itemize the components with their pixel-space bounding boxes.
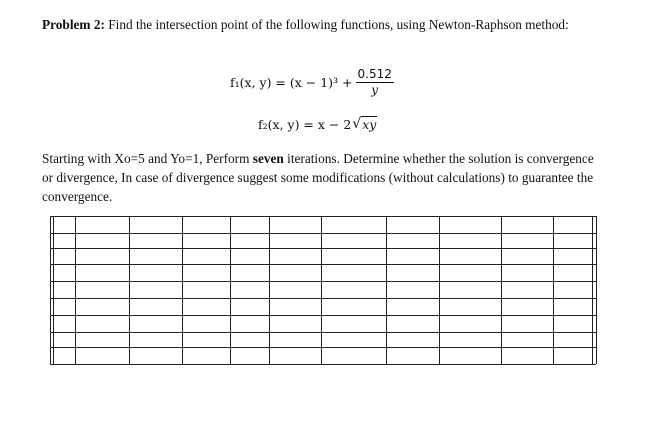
instructions-part2: iterations. Determine whether the solution is convergence or divergence, In case of divergence suggest some modifications (without calculations) to guarantee the convergence. — [42, 151, 594, 204]
radical-sign: √ — [352, 116, 362, 132]
fraction-numerator: 0.512 — [357, 67, 392, 81]
equation-f1-lhs: f₁(x, y) = (x − 1)³ + — [230, 74, 353, 90]
table-grid-lines — [50, 216, 597, 365]
radicand: xy — [362, 117, 377, 132]
instructions-part1: Starting with Xo=5 and Yo=1, Perform — [42, 151, 253, 166]
problem-text: Find the intersection point of the following functions, using Newton-Raphson method: — [104, 17, 569, 32]
fraction-denominator: y — [371, 83, 379, 97]
problem-heading: Problem 2: — [42, 17, 105, 32]
equation-f2-lhs: f₂(x, y) = x − 2 — [258, 117, 352, 132]
instructions-bold-word: seven — [252, 151, 284, 166]
